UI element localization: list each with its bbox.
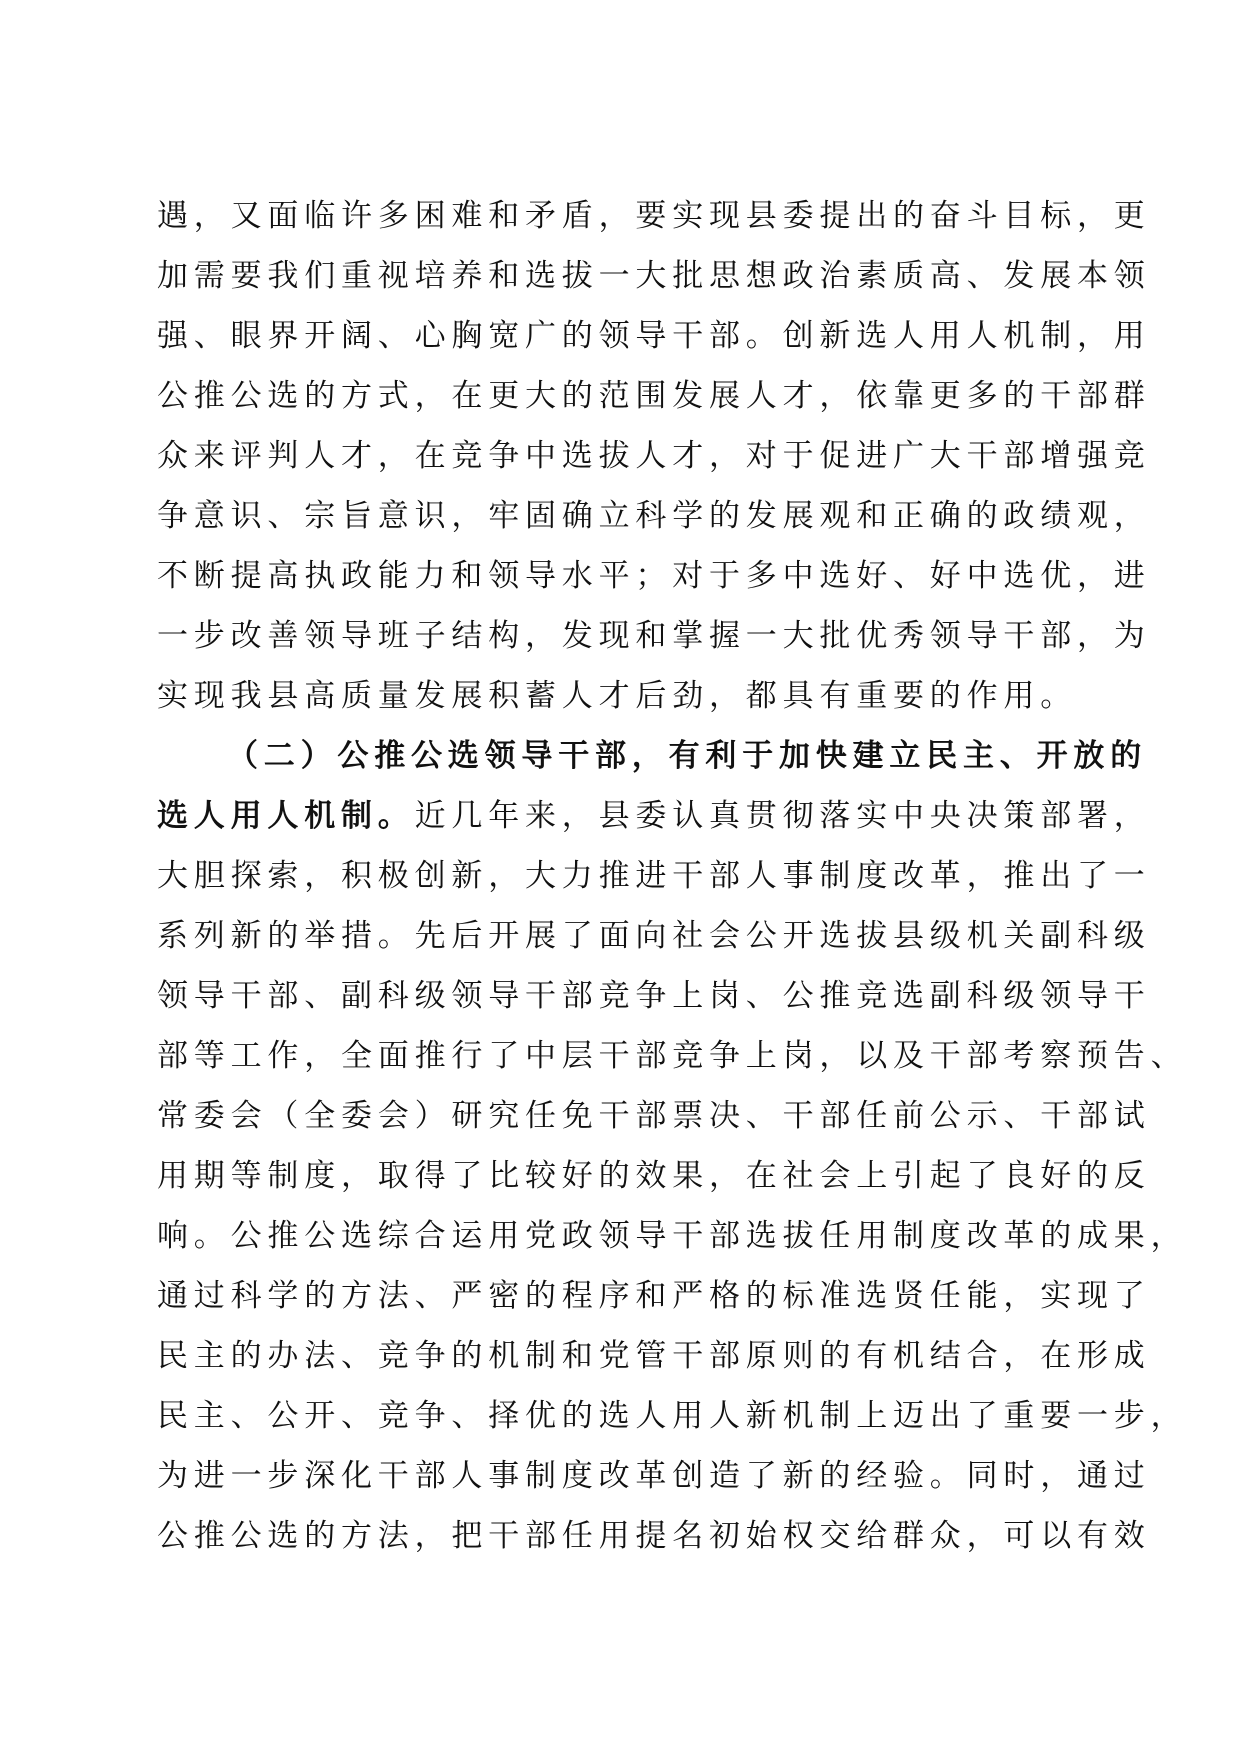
text-line: 常委会（全委会）研究任免干部票决、干部任前公示、干部试 <box>157 1098 1151 1134</box>
text-line: 加需要我们重视培养和选拔一大批思想政治素质高、发展本领 <box>157 258 1151 294</box>
text-line: 用期等制度，取得了比较好的效果，在社会上引起了良好的反 <box>157 1158 1151 1194</box>
text-line: 一步改善领导班子结构，发现和掌握一大批优秀领导干部，为 <box>157 618 1151 654</box>
text-line: 响。公推公选综合运用党政领导干部选拔任用制度改革的成果， <box>157 1218 1188 1254</box>
text-line: 公推公选的方法，把干部任用提名初始权交给群众，可以有效 <box>157 1518 1151 1554</box>
text-line: 强、眼界开阔、心胸宽广的领导干部。创新选人用人机制，用 <box>157 318 1151 354</box>
text-line: 部等工作，全面推行了中层干部竞争上岗，以及干部考察预告、 <box>157 1038 1188 1074</box>
text-line: 为进一步深化干部人事制度改革创造了新的经验。同时，通过 <box>157 1458 1151 1494</box>
text-line: 实现我县高质量发展积蓄人才后劲，都具有重要的作用。 <box>157 678 1077 714</box>
text-line: 通过科学的方法、严密的程序和严格的标准选贤任能，实现了 <box>157 1278 1151 1314</box>
text-line: 系列新的举措。先后开展了面向社会公开选拔县级机关副科级 <box>157 918 1151 954</box>
text-line: 民主、公开、竞争、择优的选人用人新机制上迈出了重要一步， <box>157 1398 1188 1434</box>
section-heading: （二）公推公选领导干部，有利于加快建立民主、开放的 <box>227 738 1147 774</box>
text-line: 不断提高执政能力和领导水平；对于多中选好、好中选优，进 <box>157 558 1151 594</box>
text-line: 众来评判人才，在竞争中选拔人才，对于促进广大干部增强竞 <box>157 438 1151 474</box>
section-heading-end: 选人用人机制。 <box>157 798 415 834</box>
text-line: 民主的办法、竞争的机制和党管干部原则的有机结合，在形成 <box>157 1338 1151 1374</box>
body-text <box>157 186 1188 1566</box>
text-line: 争意识、宗旨意识，牢固确立科学的发展观和正确的政绩观， <box>157 498 1151 534</box>
text-line: 大胆探索，积极创新，大力推进干部人事制度改革，推出了一 <box>157 858 1151 894</box>
text-line: 领导干部、副科级领导干部竞争上岗、公推竞选副科级领导干 <box>157 978 1151 1014</box>
text-line: 公推公选的方式，在更大的范围发展人才，依靠更多的干部群 <box>157 378 1151 414</box>
text-line <box>157 786 1151 846</box>
text-line: 遇，又面临许多困难和矛盾，要实现县委提出的奋斗目标，更 <box>157 198 1151 234</box>
heading-line-rest: 近几年来，县委认真贯彻落实中央决策部署， <box>414 798 1151 834</box>
